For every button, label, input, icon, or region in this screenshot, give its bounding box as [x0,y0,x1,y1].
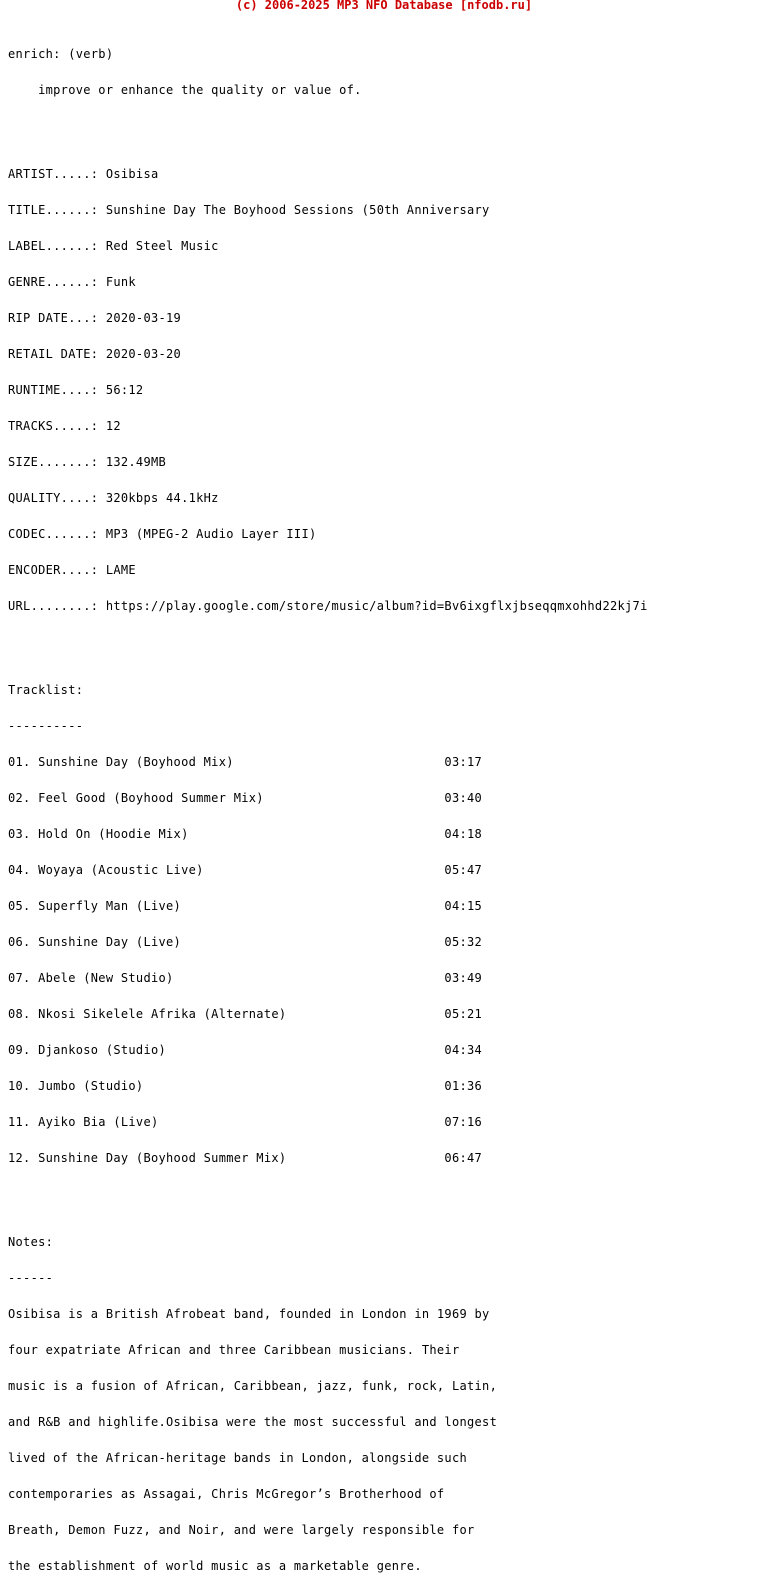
field-quality: QUALITY....: 320kbps 44.1kHz [8,491,219,505]
field-genre: GENRE......: Funk [8,275,136,289]
field-encoder: ENCODER....: LAME [8,563,136,577]
notes-line: four expatriate African and three Caribbean musicians. Their [8,1343,460,1357]
track-row: 01. Sunshine Day (Boyhood Mix) 03:17 [8,755,483,769]
notes-line: lived of the African-heritage bands in London, alongside such [8,1451,468,1465]
track-row: 03. Hold On (Hoodie Mix) 04:18 [8,827,483,841]
notes-line: the establishment of world music as a marketable genre. [8,1559,422,1573]
definition-word: enrich: (verb) [8,47,114,61]
notes-line: and R&B and highlife.Osibisa were the most successful and longest [8,1415,498,1429]
field-size: SIZE.......: 132.49MB [8,455,167,469]
field-artist: ARTIST.....: Osibisa [8,167,159,181]
track-row: 04. Woyaya (Acoustic Live) 05:47 [8,863,483,877]
site-header: (c) 2006-2025 MP3 NFO Database [nfodb.ru] [235,0,533,12]
track-row: 12. Sunshine Day (Boyhood Summer Mix) 06:47 [8,1151,483,1165]
track-row: 09. Djankoso (Studio) 04:34 [8,1043,483,1057]
blank-line [8,636,648,648]
blank-line [8,1188,648,1200]
field-label: LABEL......: Red Steel Music [8,239,219,253]
blank-line [8,120,648,132]
field-url: URL........: https://play.google.com/store/music/album?id=Bv6ixgflxjbseqqmxohhd22kj7i [8,599,648,613]
tracklist-heading: Tracklist: [8,683,84,697]
notes-line: music is a fusion of African, Caribbean, jazz, funk, rock, Latin, [8,1379,498,1393]
track-row: 06. Sunshine Day (Live) 05:32 [8,935,483,949]
field-retail-date: RETAIL DATE: 2020-03-20 [8,347,182,361]
notes-heading: Notes: [8,1235,54,1249]
notes-line: contemporaries as Assagai, Chris McGregor’s Brotherhood of [8,1487,445,1501]
nfo-text [8,24,648,1584]
track-row: 10. Jumbo (Studio) 01:36 [8,1079,483,1093]
track-row: 08. Nkosi Sikelele Afrika (Alternate) 05:21 [8,1007,483,1021]
notes-line: Breath, Demon Fuzz, and Noir, and were largely responsible for [8,1523,475,1537]
field-rip-date: RIP DATE...: 2020-03-19 [8,311,182,325]
field-runtime: RUNTIME....: 56:12 [8,383,144,397]
notes-line: Osibisa is a British Afrobeat band, founded in London in 1969 by [8,1307,490,1321]
track-row: 02. Feel Good (Boyhood Summer Mix) 03:40 [8,791,483,805]
notes-underline: ------ [8,1271,54,1285]
track-row: 07. Abele (New Studio) 03:49 [8,971,483,985]
tracklist-underline: ---------- [8,719,84,733]
field-tracks: TRACKS.....: 12 [8,419,121,433]
track-row: 05. Superfly Man (Live) 04:15 [8,899,483,913]
definition-meaning: improve or enhance the quality or value of. [8,83,362,97]
track-row: 11. Ayiko Bia (Live) 07:16 [8,1115,483,1129]
field-codec: CODEC......: MP3 (MPEG-2 Audio Layer III) [8,527,317,541]
field-title: TITLE......: Sunshine Day The Boyhood Sessions (50th Anniversary [8,203,490,217]
